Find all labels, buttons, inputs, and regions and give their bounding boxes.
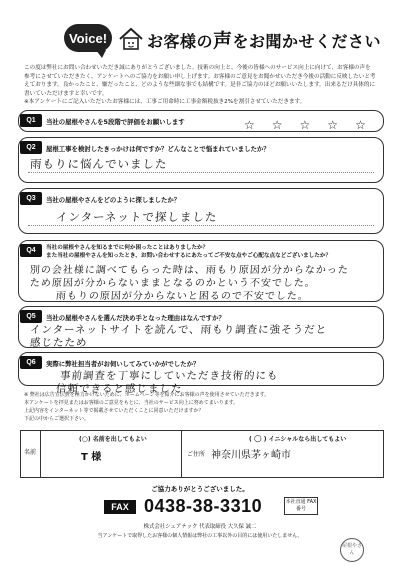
q4-answer-line3: 雨もりの原因が分からないと困るので不安でした。 xyxy=(55,291,310,302)
q6-question: 実際に弊社担当者がお伺いしてみていかがでしたか？ xyxy=(46,360,200,368)
star-icon[interactable]: ☆ xyxy=(271,118,283,132)
q6-answer-line2: 信頼できると感じました xyxy=(55,383,183,395)
fax-number: 0438-38-3310 xyxy=(144,496,263,516)
voice-badge: Voice! xyxy=(64,24,112,52)
q5-question: 当社の屋根やさんを選んだ決め手となった理由はなんですか？ xyxy=(46,314,225,322)
q3-question: 当社の屋根やさんをどのように探しましたか？ xyxy=(46,196,181,204)
q2-label: Q2 xyxy=(20,141,42,154)
rating-stars[interactable] xyxy=(244,118,366,132)
q5-answer-line2: 感じたため xyxy=(29,337,88,349)
q4-question-2: また当社の屋根やさんを知ったとき、お問い合わせするにあたってご不安な点やご心配な点などございましたか？ xyxy=(46,253,332,259)
q4-question: 当社の屋根やさんを知るまでに何か困ったことはありましたか？ xyxy=(46,245,209,251)
star-icon[interactable]: ☆ xyxy=(244,118,255,132)
initial-hint[interactable]: ( ○ ) イニシャルなら出してもよい xyxy=(249,434,347,444)
star-icon[interactable]: ☆ xyxy=(299,118,311,132)
q4-label: Q4 xyxy=(20,244,42,257)
q6-label: Q6 xyxy=(20,356,42,369)
privacy-line: 当アンケートで取得したお客様の個人情報は弊社の工事以外の目的には使用いたしません。 xyxy=(97,533,303,539)
q2-question: 屋根工事を検討したきっかけは何ですか？どんなことで悩まれていましたか？ xyxy=(46,145,270,153)
q1-label: Q1 xyxy=(20,114,42,127)
q2-answer: 雨もりに悩んでいました xyxy=(29,157,168,171)
q5-label: Q5 xyxy=(20,310,42,323)
q5-answer-line1: インターネットサイトを読んで、雨もり調査に強そうだと xyxy=(29,324,328,336)
q3-label: Q3 xyxy=(20,192,42,205)
company-line: 株式会社シェアテック 代表取締役 大久保 誠二 xyxy=(143,524,257,530)
address-label: ご住所 xyxy=(187,451,206,458)
company-seal-icon: 屋根やさん xyxy=(340,538,364,562)
name-value: T 様 xyxy=(81,452,102,463)
name-label: 名前 xyxy=(24,449,37,456)
q3-answer: インターネットで探しました xyxy=(55,210,218,224)
q4-answer-line1: 別の会社様に調べてもらった時は、雨もり原因が分からなかった xyxy=(29,265,350,276)
name-table xyxy=(20,430,384,478)
address-value: 神奈川県茅ヶ崎市 xyxy=(211,450,291,461)
return-note: ご協力ありがとうございました。 xyxy=(151,485,249,493)
fax-label: FAX xyxy=(104,500,136,514)
intro-text: この度は弊社にお問い合わせいただき誠にありがとうございました。技術の向上と、今後の皆様へのサービス向上に向けて、お客様の声を参考にさせていただきたく、アンケートへのご協力をお願い申し上げます。お客様のご意見をお聞かせいただき今後の活動に反映したいと考えております。良かったこと、嫌だったこと、どのような些細な事でも結構です。是非ご協力のほどお願いいたします。出来るだけ具体的に書いていただけますと幸いです。 ※本アンケートにご記入いただいたお客様には、工事ご用命時に工事金額税抜き2%を割引させていただきます。 xyxy=(24,65,376,106)
answer-line xyxy=(28,225,374,226)
q4-answer-line2: ため原因が分からないままとなるのかという不安でした。 xyxy=(29,278,317,289)
q1-question: 当社の屋根やさんを5段階で評価をお願いします xyxy=(46,118,185,126)
q6-answer-line1: 事前調査を丁寧にしていただき技術的にも xyxy=(59,370,279,382)
fax-side-note: 本社直通 FAX番号 xyxy=(284,497,318,515)
name-hint[interactable]: (○) 名前を出してもよい xyxy=(79,435,147,443)
star-icon[interactable]: ☆ xyxy=(355,118,366,132)
star-icon[interactable]: ☆ xyxy=(327,118,339,132)
page-title: お客様の声をお聞かせください xyxy=(147,30,382,52)
house-icon xyxy=(118,26,144,52)
consent-notes: ※ 弊社は広告宣伝費を極力かけないために、ホームページ等を紹介にお客様の声を使用させていただきます。 本アンケートを拝見またはお客様のご意見をもとに、当社のサービス向上に努めてまいります。 上記内容をインターネット等で掲載させていただくことに同意いただけますか？ 下記の中からご選択下さい。 xyxy=(24,392,270,422)
answer-line xyxy=(28,172,374,173)
